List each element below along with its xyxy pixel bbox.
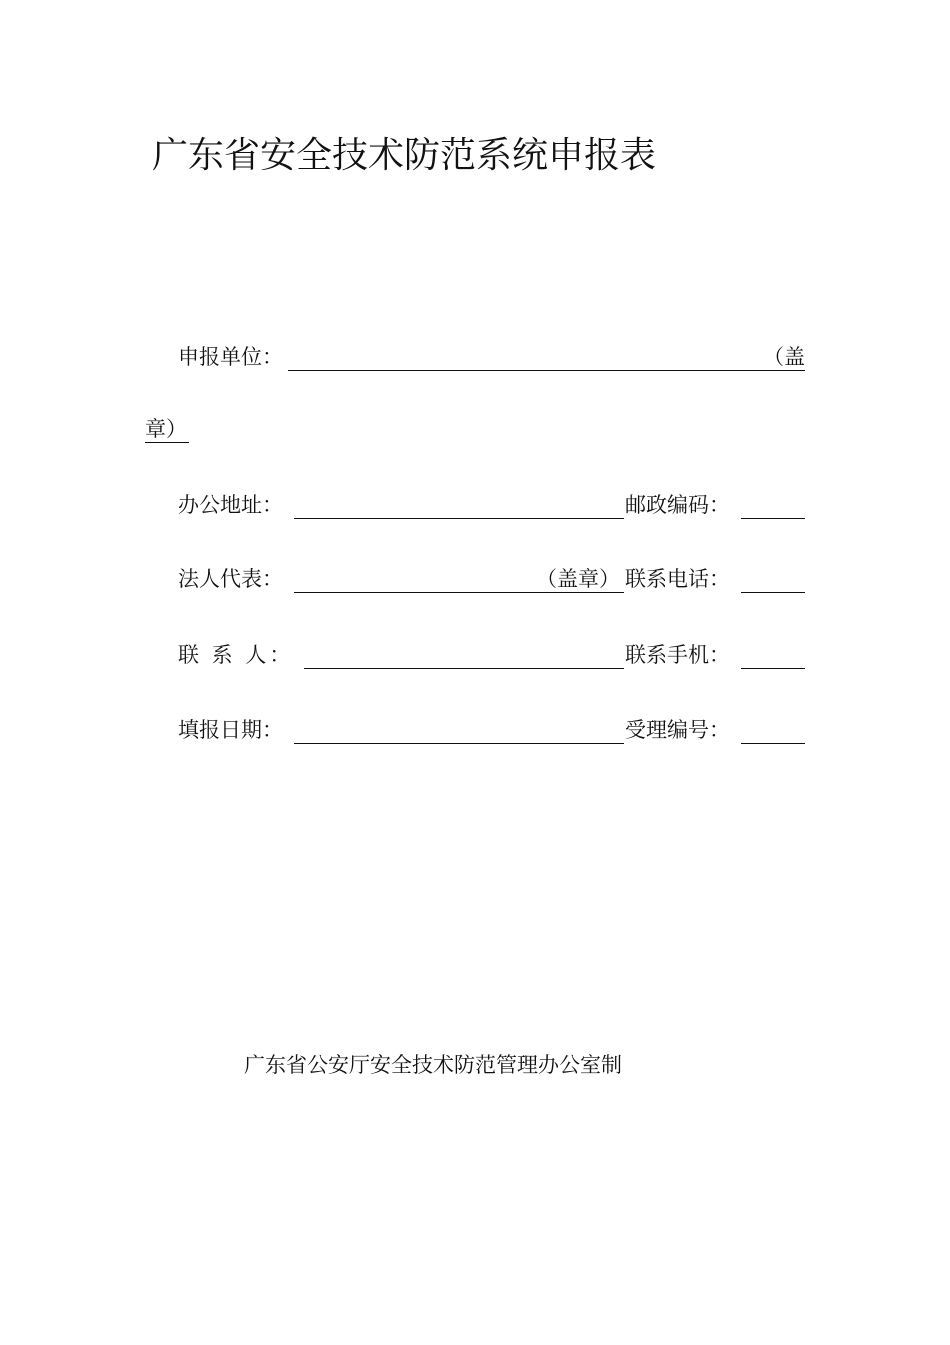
date-label: 填报日期： [178,718,283,742]
contact-label: 联 系 人： [178,643,294,667]
address-label: 办公地址： [178,493,283,517]
legal-rep-seal: （盖章） [536,567,620,591]
applicant-row [0,342,950,372]
issuer-footer: 广东省公安厅安全技术防范管理办公室制 [244,1053,622,1077]
address-row [0,490,950,520]
phone-input-line[interactable] [741,564,805,593]
applicant-seal-row [0,414,950,444]
applicant-seal-line [145,414,189,443]
contact-row [0,640,950,670]
legal-rep-input-line[interactable] [294,564,624,593]
address-input-line[interactable] [294,490,624,519]
acceptance-no-input-line[interactable] [741,715,805,744]
legal-rep-row [0,564,950,594]
acceptance-no-label: 受理编号： [625,718,730,742]
legal-rep-label: 法人代表： [178,567,283,591]
date-row [0,715,950,745]
mobile-input-line[interactable] [741,640,805,669]
applicant-label: 申报单位： [178,345,283,369]
applicant-input-line[interactable] [288,342,805,371]
postcode-input-line[interactable] [741,490,805,519]
contact-input-line[interactable] [304,640,624,669]
form-title: 广东省安全技术防范系统申报表 [152,135,657,176]
mobile-label: 联系手机： [625,643,730,667]
applicant-seal-open: （盖 [763,345,805,369]
postcode-label: 邮政编码： [625,493,730,517]
date-input-line[interactable] [294,715,624,744]
applicant-seal-close: 章） [145,417,187,441]
phone-label: 联系电话： [625,567,730,591]
